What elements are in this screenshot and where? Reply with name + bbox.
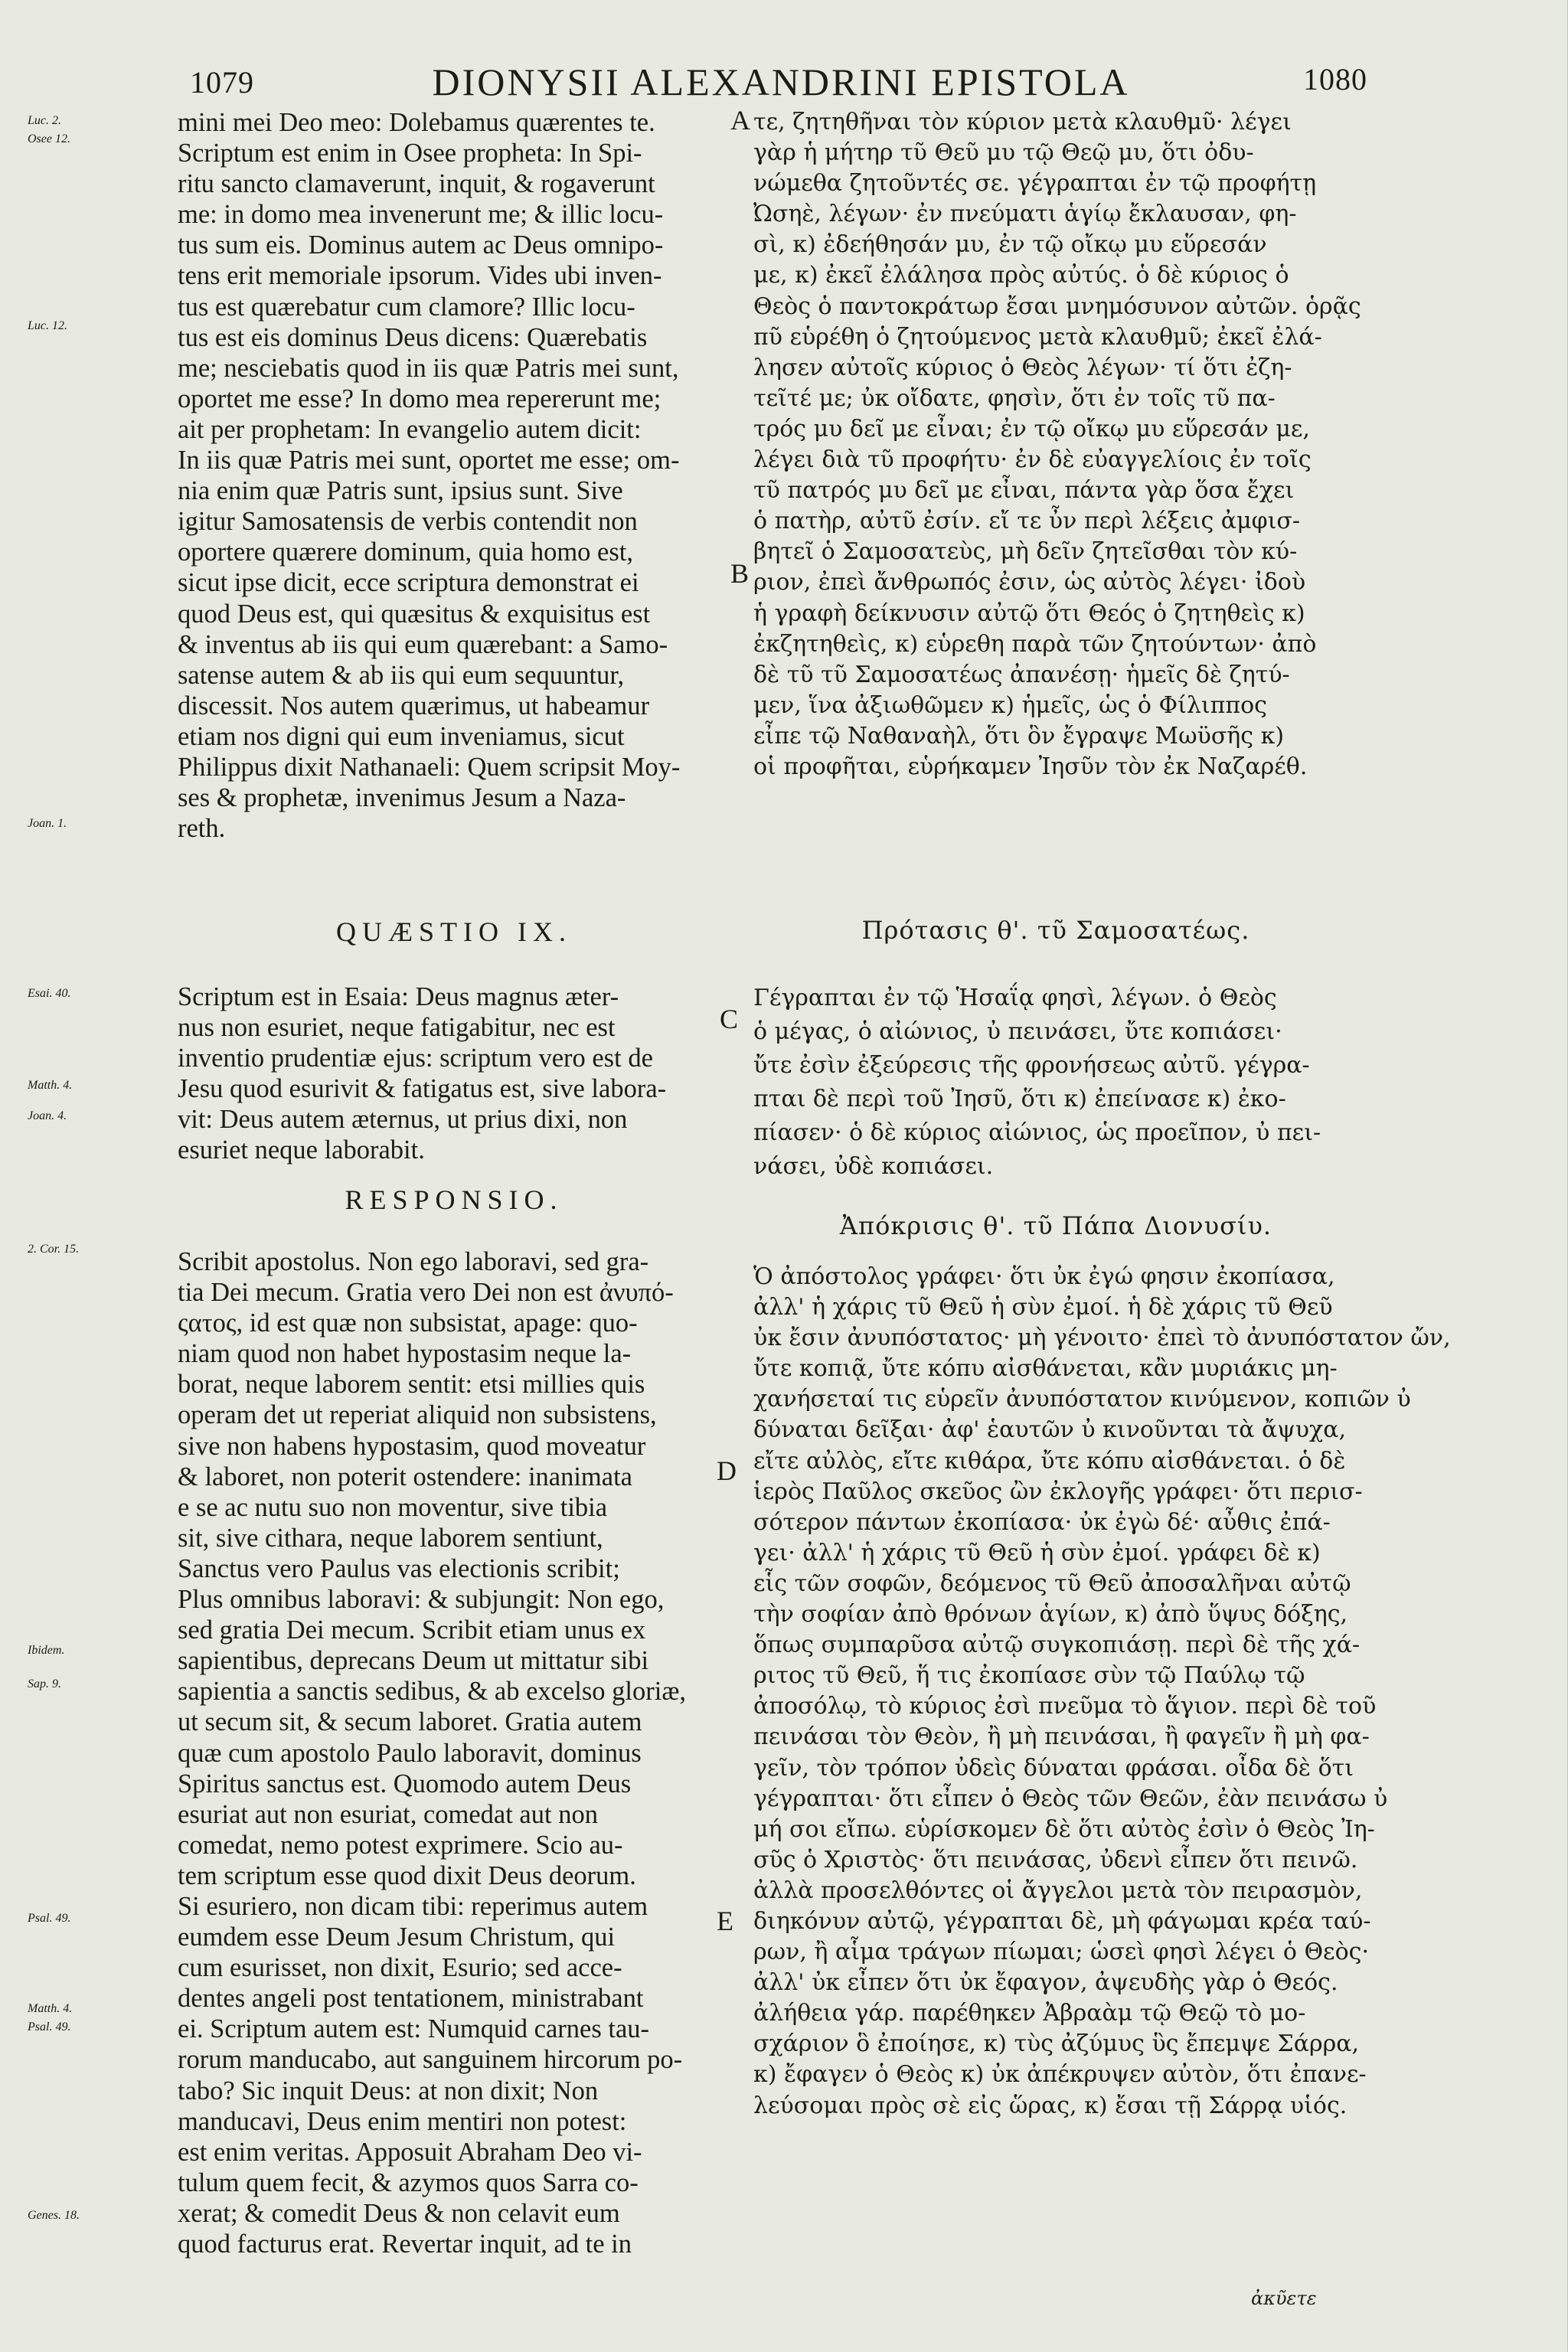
text-line: discessit. Nos autem quærimus, ut habeamur [178, 691, 650, 720]
text-line: tus est eis dominus Deus dicens: Quærebatis [178, 322, 648, 352]
text-line: etiam nos digni qui eum inveniamus, sicut [178, 721, 625, 751]
text-line: satense autem & ab iis qui eum sequuntur, [178, 660, 625, 690]
text-line: nus non esuriet, neque fatigabitur, nec est [178, 1013, 616, 1043]
text-line: ὐκ ἔσιν ἀνυπόστατος· μὴ γένοιτο· ἐπεὶ τὸ ἀνυπόστατον ὤν, [753, 1325, 1451, 1352]
text-line: ait per prophetam: In evangelio autem dicit: [178, 414, 642, 444]
text-line: eumdem esse Deum Jesum Christum, qui [178, 1922, 616, 1952]
text-line: λέγει διὰ τῦ προφήτυ· ἐν δὲ εὐαγγελίοις ἐν τοῖς [753, 446, 1312, 474]
text-line: σὶ, κ) ἐδεήθησάν μυ, ἐν τῷ οἴκῳ μυ εὕρεσάν [753, 231, 1267, 259]
text-line: tus est quærebatur cum clamore? Illic locu- [178, 292, 635, 322]
text-line: me: in domo mea invenerunt me; & illic locu- [178, 200, 664, 230]
margin-reference: Luc. 2. [28, 114, 61, 127]
text-line: ἐκζητηθεὶς, κ) εὑρεθη παρὰ τῶν ζητούντων· ἀπὸ [753, 630, 1317, 658]
text-line: tulum quem fecit, & azymos quos Sarra co- [178, 2167, 639, 2197]
text-line: γέγραπται· ὅτι εἶπεν ὁ Θεὸς τῶν Θεῶν, ἐὰν πεινάσω ὐ [753, 1785, 1388, 1812]
left-page-number: 1079 [190, 65, 254, 100]
text-line: ei. Scriptum autem est: Numquid carnes tau- [178, 2014, 650, 2044]
text-line: κ) ἔφαγεν ὁ Θεὸς κ) ὐκ ἀπέκρυψεν αὐτὸν, ὅτι ἐπανε- [753, 2061, 1367, 2089]
section-letter: C [720, 1004, 739, 1034]
text-line: reth. [178, 814, 226, 844]
latin-column-part1 [178, 107, 730, 844]
text-line: ςατος, id est quæ non subsistat, apage: quo- [178, 1308, 638, 1338]
text-line: σότερον πάντων ἐκοπίασα· ὐκ ἐγὼ δέ· αὖθις ἐπά- [753, 1508, 1331, 1536]
margin-reference: Genes. 18. [28, 2209, 80, 2222]
greek-question-text [753, 982, 1358, 1184]
margin-reference: 2. Cor. 15. [28, 1243, 80, 1256]
text-line: Ὁ ἀπόστολος γράφει· ὅτι ὐκ ἐγώ φησιν ἐκοπίασα, [753, 1263, 1335, 1290]
text-line: ριον, ἐπεὶ ἄνθρωπός ἐσιν, ὡς αὐτὸς λέγει· ἰδοὺ [753, 569, 1306, 596]
text-line: tens erit memoriale ipsorum. Vides ubi inven- [178, 261, 662, 291]
text-line: esuriat aut non esuriat, comedat aut non [178, 1799, 598, 1829]
text-line: & laboret, non poterit ostendere: inanimata [178, 1462, 632, 1491]
text-line: tem scriptum esse quod dixit Deus deorum. [178, 1860, 636, 1890]
text-line: εἷς τῶν σοφῶν, δεόμενος τῦ Θεῦ ἀποσαλῆναι αὐτῷ [753, 1570, 1351, 1597]
text-line: quæ cum apostolo Paulo laboravit, dominus [178, 1738, 642, 1768]
text-line: sicut ipse dicit, ecce scriptura demonstrat ei [178, 568, 639, 598]
text-line: πίασεν· ὁ δὲ κύριος αἰώνιος, ὡς προεῖπον, ὐ πει- [753, 1119, 1321, 1146]
text-line: igitur Samosatensis de verbis contendit non [178, 507, 638, 537]
section-letter: E [717, 1906, 733, 1936]
text-line: oportet me esse? In domo mea repererunt me; [178, 384, 662, 413]
text-line: cum esurisset, non dixit, Esurio; sed acce- [178, 1953, 622, 1983]
text-line: borat, neque laborem sentit: etsi millies quis [178, 1370, 645, 1400]
text-line: χανήσεταί τις εὑρεῖν ἀνυπόστατον κινύμενον, κοπιῶν ὐ [753, 1386, 1411, 1413]
text-line: τεῖτέ με; ὐκ οἴδατε, φησὶν, ὅτι ἐν τοῖς τῦ πα- [753, 384, 1276, 412]
text-line: mini mei Deo meo: Dolebamus quærentes te. [178, 108, 655, 137]
text-line: manducavi, Deus enim mentiri non potest: [178, 2106, 627, 2136]
text-line: ses & prophetæ, invenimus Jesum a Naza- [178, 783, 626, 813]
text-line: ρων, ἢ αἷμα τράγων πίωμαι; ὡσεὶ φησὶ λέγει ὁ Θεὸς· [753, 1939, 1369, 1966]
text-line: Γέγραπται ἐν τῷ Ἡσαΐᾳ φησὶ, λέγων. ὁ Θεὸς [753, 985, 1277, 1011]
text-line: ritu sancto clamaverunt, inquit, & rogaverunt [178, 169, 655, 199]
text-line: ριτος τῦ Θεῦ, ἥ τις ἐκοπίασε σὺν τῷ Παύλῳ τῷ [753, 1662, 1305, 1690]
text-line: γὰρ ἡ μήτηρ τῦ Θεῦ μυ τῷ Θεῷ μυ, ὅτι ὀδυ- [753, 139, 1254, 167]
text-line: τε, ζητηθῆναι τὸν κύριον μετὰ κλαυθμῦ· λέγει [753, 109, 1292, 136]
text-line: Philippus dixit Nathanaeli: Quem scripsit Moy- [178, 752, 681, 782]
text-line: niam quod non habet hypostasim neque la- [178, 1339, 632, 1369]
text-line: tus sum eis. Dominus autem ac Deus omnipo- [178, 230, 664, 260]
text-line: μή σοι εἴπω. εὑρίσκομεν δὲ ὅτι αὐτὸς ἐσὶν ὁ Θεὸς Ἰη- [753, 1815, 1375, 1843]
latin-response-text [178, 1246, 730, 2259]
page-header [0, 60, 1568, 106]
text-line: sit, sive cithara, neque laborem sentiunt, [178, 1523, 603, 1553]
text-line: τρός μυ δεῖ με εἶναι; ἐν τῷ οἴκῳ μυ εὕρεσάν με, [753, 415, 1310, 443]
text-line: μεν, ἵνα ἀξιωθῶμεν κ) ἡμεῖς, ὡς ὁ Φίλιππος [753, 691, 1267, 719]
margin-reference: Joan. 4. [28, 1109, 67, 1122]
text-line: est enim veritas. Apposuit Abraham Deo vi- [178, 2137, 642, 2167]
text-line: ἀλλ' ὐκ εἶπεν ὅτι ὐκ ἔφαγον, ἀψευδὴς γὰρ ὁ Θεός. [753, 1969, 1338, 1997]
text-line: me; nesciebatis quod in iis quæ Patris mei sunt, [178, 353, 679, 383]
margin-reference: Psal. 49. [28, 1912, 71, 1925]
text-line: ἀλήθεια γάρ. παρέθηκεν Ἀβραὰμ τῷ Θεῷ τὸ μο- [753, 2000, 1306, 2027]
text-line: Si esuriero, non dicam tibi: reperimus autem [178, 1891, 648, 1921]
text-line: γει· ἀλλ' ἡ χάρις τῦ Θεῦ ἡ σὺν ἐμοί. γράφει δὲ κ) [753, 1539, 1321, 1566]
text-line: xerat; & comedit Deus & non celavit eum [178, 2198, 620, 2228]
text-line: dentes angeli post tentationem, ministrabant [178, 1984, 644, 2014]
text-line: ὔτε κοπιᾷ, ὔτε κόπυ αἰσθάνεται, κἂν μυριάκις μη- [753, 1355, 1338, 1383]
margin-reference: Ibidem. [28, 1644, 65, 1657]
text-line: με, κ) ἐκεῖ ἐλάλησα πρὸς αὐτύς. ὁ δὲ κύριος ὁ [753, 262, 1289, 289]
running-title: DIONYSII ALEXANDRINI EPISTOLA [432, 60, 1130, 103]
margin-reference: Matth. 4. [28, 2002, 73, 2015]
text-line: esuriet neque laborabit. [178, 1135, 425, 1165]
text-line: εἶπε τῷ Ναθαναὴλ, ὅτι ὃν ἔγραψε Μωϋσῆς κ) [753, 722, 1285, 750]
margin-reference: Psal. 49. [28, 2020, 71, 2034]
text-line: δύναται δεῖξαι· ἀφ' ἑαυτῶν ὐ κινοῦνται τὰ ἄψυχα, [753, 1416, 1347, 1444]
text-line: Jesu quod esurivit & fatigatus est, sive labora- [178, 1074, 667, 1104]
text-line: ἱερὸς Παῦλος σκεῦος ὢν ἐκλογῆς γράφει· ὅτι περισ- [753, 1478, 1363, 1505]
latin-question-text [178, 982, 730, 1166]
text-line: λεύσομαι πρὸς σὲ εἰς ὥρας, κ) ἔσαι τῇ Σάρρᾳ υἱός. [753, 2092, 1348, 2119]
text-line: operam det ut reperiat aliquid non subsistens, [178, 1400, 657, 1430]
text-line: σῦς ὁ Χριστὸς· ὅτι πεινάσας, ὐδενὶ εἶπεν ὅτι πεινῶ. [753, 1846, 1358, 1873]
text-line: λησεν αὐτοῖς κύριος ὁ Θεὸς λέγων· τί ὅτι ἐζη- [753, 354, 1292, 381]
text-line: tabo? Sic inquit Deus: at non dixit; Non [178, 2076, 599, 2105]
text-line: ὁ πατὴρ, αὐτῦ ἐσίν. εἴ τε ὖν περὶ λέξεις ἀμφισ- [753, 508, 1300, 535]
section-letter: A [730, 105, 750, 136]
margin-reference: Osee 12. [28, 132, 70, 145]
text-line: πται δὲ περὶ τοῦ Ἰησῦ, ὅτι κ) ἐπείνασε κ) ἐκο- [753, 1086, 1286, 1112]
text-line: oportere quærere dominum, quia homo est, [178, 537, 633, 567]
text-line: comedat, nemo potest exprimere. Scio au- [178, 1830, 623, 1860]
margin-reference: Joan. 1. [28, 817, 67, 830]
text-line: γεῖν, τὸν τρόπον ὐδεὶς δύναται φράσαι. οἶδα δὲ ὅτι [753, 1754, 1354, 1782]
text-line: οἱ προφῆται, εὑρήκαμεν Ἰησῦν τὸν ἐκ Ναζαρέθ. [753, 753, 1308, 780]
text-line: ὁ μέγας, ὁ αἰώνιος, ὐ πεινάσει, ὔτε κοπιάσει· [753, 1018, 1282, 1045]
text-line: In iis quæ Patris mei sunt, oportet me esse; om- [178, 446, 680, 475]
section-letter: D [717, 1455, 737, 1486]
text-line: σχάριον ὃ ἐποίησε, κ) τὺς ἀζύμυς ὓς ἔπεμψε Σάρρα, [753, 2030, 1360, 2058]
latin-response-heading: RESPONSIO. [345, 1184, 564, 1215]
text-line: εἴτε αὐλὸς, εἴτε κιθάρα, ὔτε κόπυ αἰσθάνεται. ὁ δὲ [753, 1447, 1346, 1475]
margin-reference: Esai. 40. [28, 987, 71, 1000]
text-line: vit: Deus autem æternus, ut prius dixi, non [178, 1105, 628, 1135]
text-line: ὔτε ἐσὶν ἐξεύρεσις τῆς φρονήσεως αὐτῦ. γέγρα- [753, 1052, 1310, 1079]
text-line: ἀποσόλῳ, τὸ κύριος ἐσὶ πνεῦμα τὸ ἅγιον. περὶ δὲ τοῦ [753, 1693, 1377, 1720]
text-line: tia Dei mecum. Gratia vero Dei non est ἀνυπό- [178, 1278, 674, 1308]
text-line: ἀλλὰ προσελθόντες οἱ ἄγγελοι μετὰ τὸν πειρασμὸν, [753, 1877, 1363, 1904]
text-line: e se ac nutu suo non moventur, sive tibia [178, 1492, 608, 1522]
catchword: ἀκῦετε [1251, 2288, 1317, 2309]
text-line: sed gratia Dei mecum. Scribit etiam unus ex [178, 1615, 646, 1645]
text-line: ἡ γραφὴ δείκνυσιν αὐτῷ ὅτι Θεός ὁ ζητηθεὶς κ) [753, 599, 1305, 627]
text-line: Spiritus sanctus est. Quomodo autem Deus [178, 1769, 632, 1798]
text-line: quod Deus est, qui quæsitus & exquisitus est [178, 599, 651, 629]
text-line: Ὠσηὲ, λέγων· ἐν πνεύματι ἁγίῳ ἔκλαυσαν, φη- [753, 201, 1297, 228]
text-line: Θεὸς ὁ παντοκράτωρ ἔσαι μνημόσυνον αὐτῶν. ὁρᾷς [753, 292, 1361, 320]
greek-response-text [753, 1262, 1451, 2122]
text-line: τὴν σοφίαν ἀπὸ θρόνων ἁγίων, κ) ἀπὸ ὕψυς δόξης, [753, 1601, 1348, 1628]
text-line: Plus omnibus laboravi: & subjungit: Non ego, [178, 1585, 665, 1615]
text-line: διηκόνυν αὐτῷ, γέγραπται δὲ, μὴ φάγωμαι κρέα ταύ- [753, 1907, 1371, 1935]
text-line: Scriptum est in Esaia: Deus magnus æter- [178, 982, 619, 1011]
text-line: rorum manducabo, aut sanguinem hircorum po- [178, 2045, 683, 2075]
margin-reference: Luc. 12. [28, 319, 67, 332]
text-line: Scribit apostolus. Non ego laboravi, sed gra- [178, 1247, 649, 1276]
text-line: inventio prudentiæ ejus: scriptum vero est de [178, 1044, 653, 1073]
text-line: Scriptum est enim in Osee propheta: In Spi- [178, 139, 642, 168]
greek-question-heading: Πρότασις θ'. τῦ Σαμοσατέως. [861, 916, 1250, 945]
text-line: & inventus ab iis qui eum quærebant: a Samo- [178, 629, 668, 659]
text-line: Sanctus vero Paulus vas electionis scribit; [178, 1553, 620, 1583]
text-line: sapientia a sanctis sedibus, & ab excelso gloriæ, [178, 1677, 686, 1707]
margin-reference: Sap. 9. [28, 1677, 61, 1690]
text-line: βητεῖ ὁ Σαμοσατεὺς, μὴ δεῖν ζητεῖσθαι τὸν κύ- [753, 538, 1298, 566]
text-line: πεινάσαι τὸν Θεὸν, ἢ μὴ πεινάσαι, ἢ φαγεῖν ἢ μὴ φα- [753, 1723, 1370, 1751]
text-line: sive non habens hypostasim, quod moveatur [178, 1431, 646, 1461]
text-line: πῦ εὑρέθη ὁ ζητούμενος μετὰ κλαυθμῦ; ἐκεῖ ἐλά- [753, 323, 1322, 351]
text-line: νάσει, ὐδὲ κοπιάσει. [753, 1153, 994, 1180]
text-line: nia enim quæ Patris sunt, ipsius sunt. Sive [178, 476, 623, 506]
text-line: νώμεθα ζητοῦντές σε. γέγραπται ἐν τῷ προφήτῃ [753, 170, 1317, 198]
text-line: τῦ πατρός μυ δεῖ με εἶναι, πάντα γὰρ ὅσα ἔχει [753, 477, 1295, 505]
text-line: sapientibus, deprecans Deum ut mittatur sibi [178, 1646, 649, 1676]
right-page-number: 1080 [1303, 62, 1367, 96]
text-line: quod facturus erat. Revertar inquit, ad te in [178, 2230, 632, 2259]
greek-column-part1 [753, 107, 1361, 782]
text-line: ὅπως συμπαρῦσα αὐτῷ συγκοπιάσῃ. περὶ δὲ τῆς χά- [753, 1632, 1361, 1659]
latin-question-heading: QUÆSTIO IX. [336, 916, 572, 947]
section-letter: B [730, 558, 750, 589]
greek-response-heading: Ἀπόκρισις θ'. τῦ Πάπα Διονυσίυ. [839, 1211, 1272, 1240]
text-line: δὲ τῦ τῦ Σαμοσατέως ἀπανέσῃ· ἡμεῖς δὲ ζητύ- [753, 661, 1290, 688]
text-line: ἀλλ' ἡ χάρις τῦ Θεῦ ἡ σὺν ἐμοί. ἡ δὲ χάρις τῦ Θεῦ [753, 1294, 1333, 1321]
margin-reference: Matth. 4. [28, 1079, 73, 1092]
text-line: ut secum sit, & secum laboret. Gratia autem [178, 1707, 642, 1737]
